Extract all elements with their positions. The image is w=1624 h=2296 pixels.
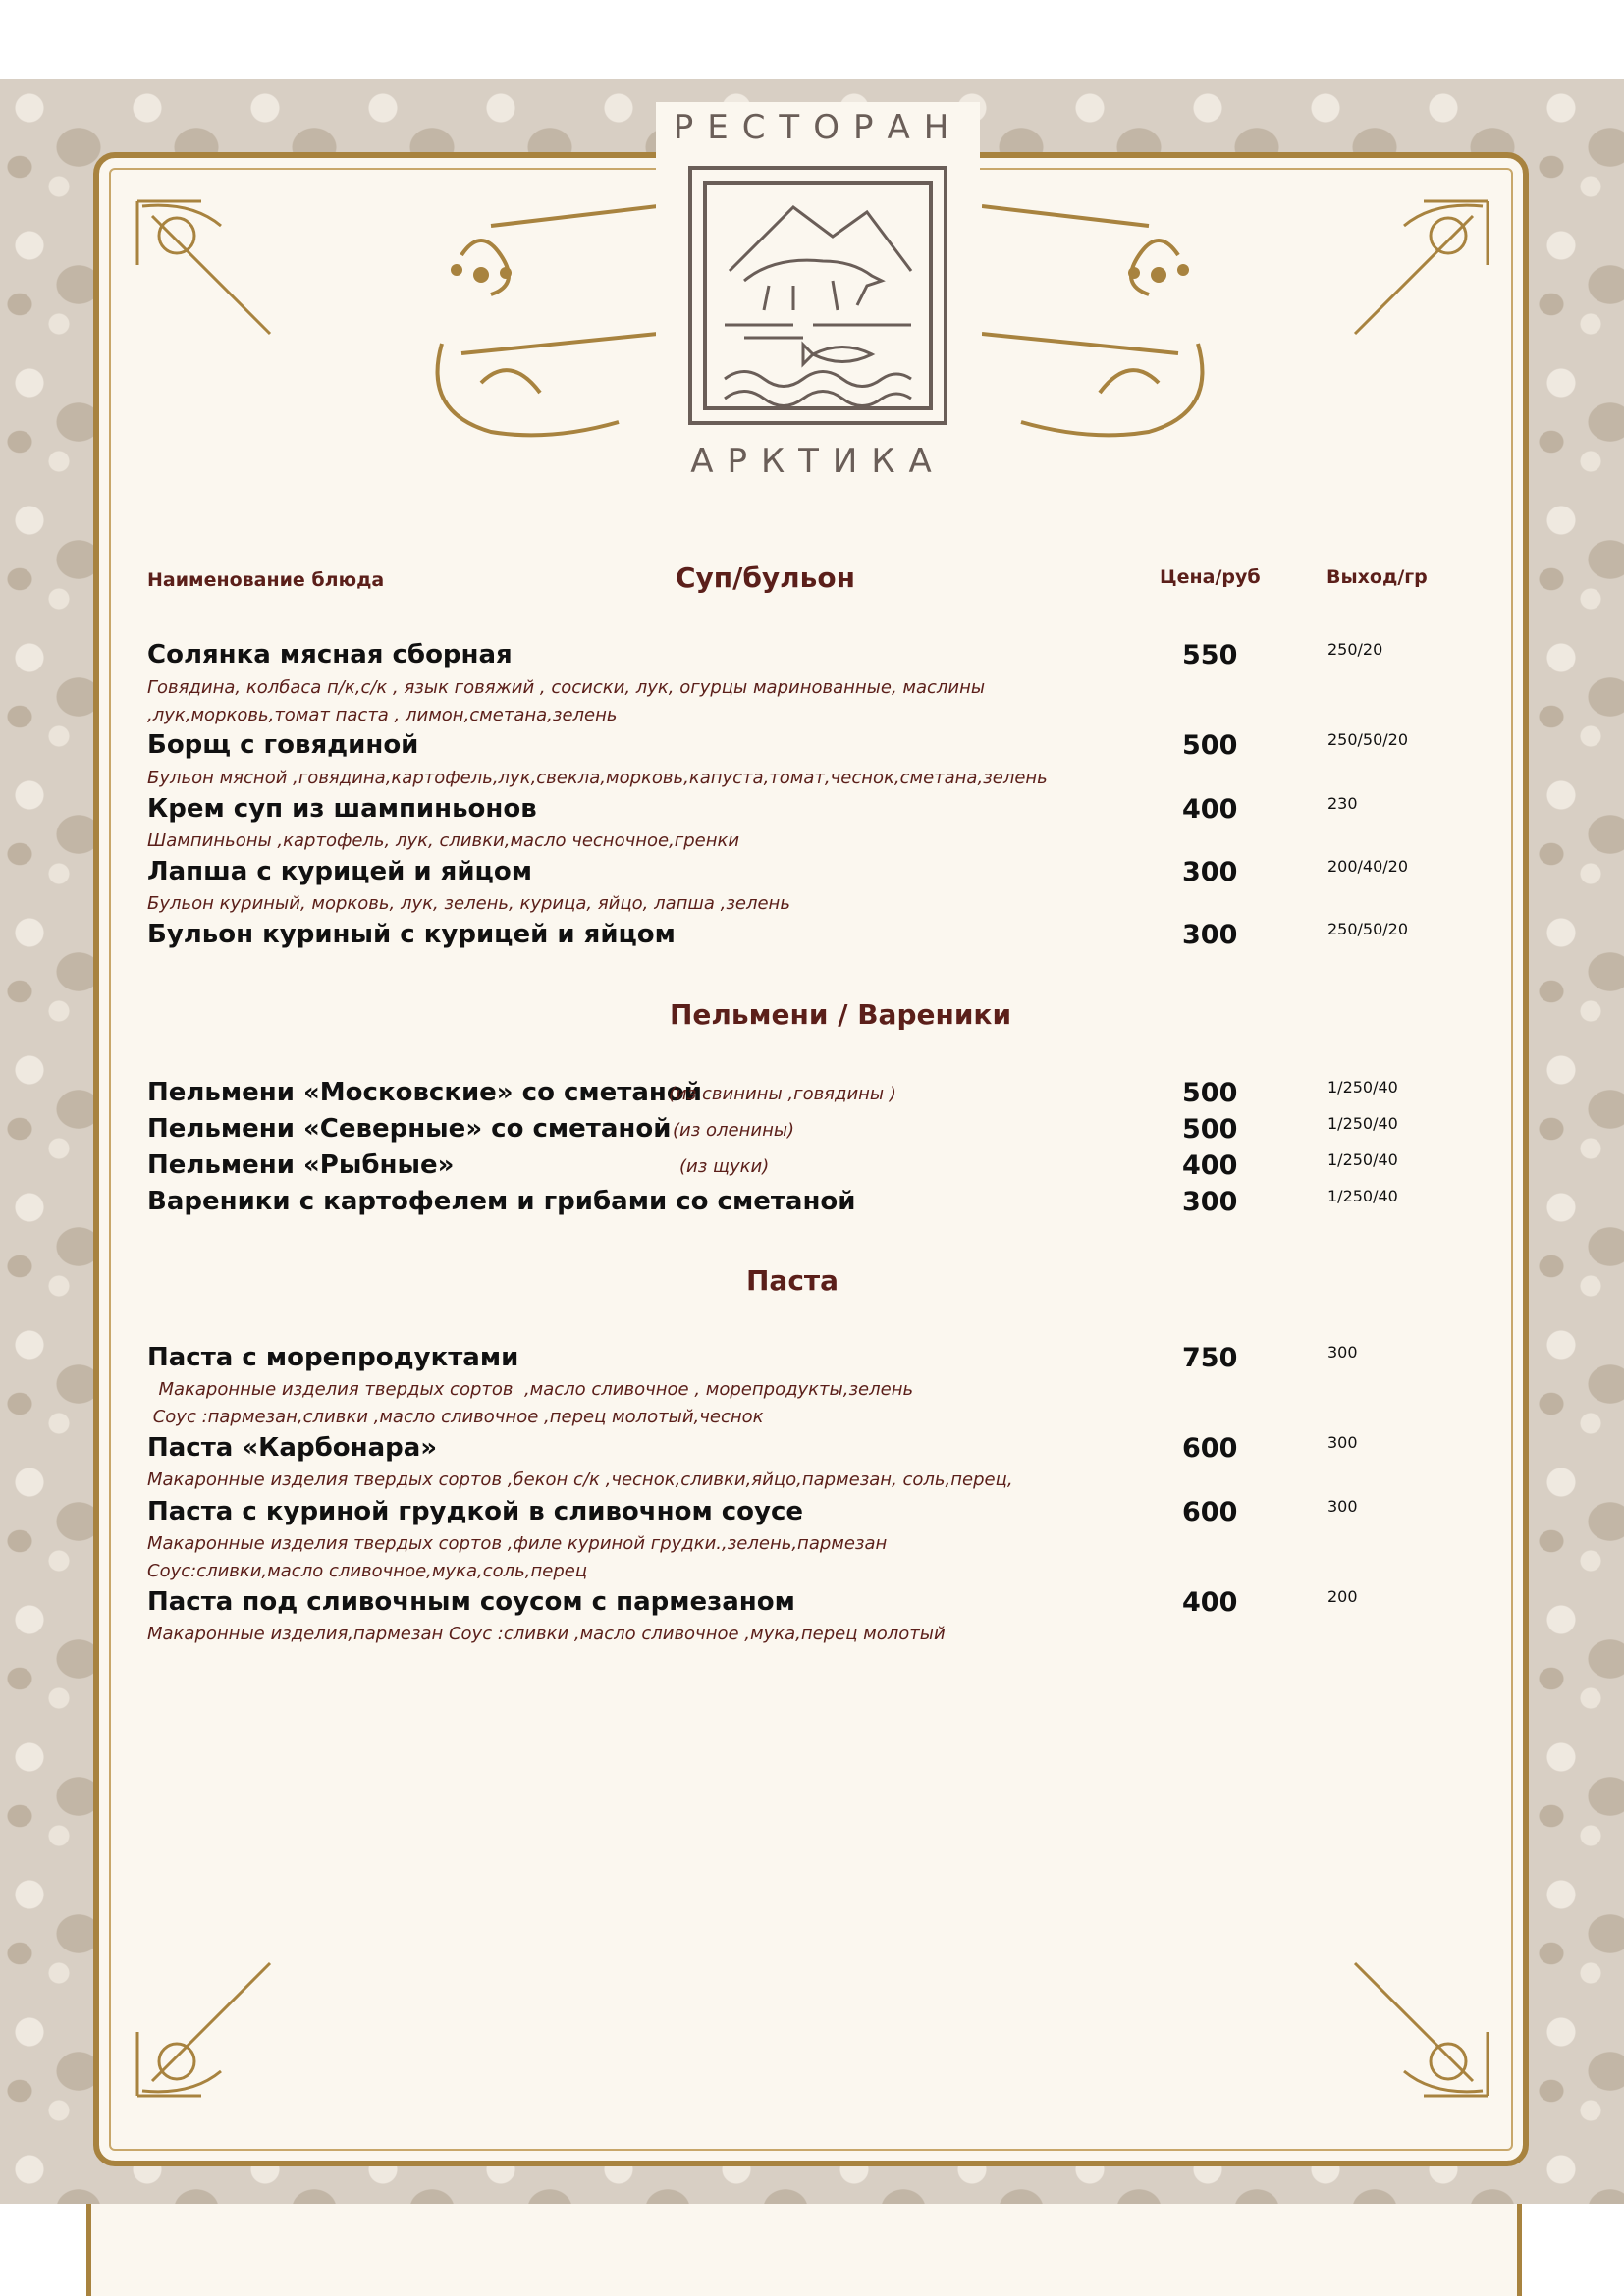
menu-item-description: Шампиньоны ,картофель, лук, сливки,масло чесночное,гренки [147,830,740,851]
menu-item-price: 750 [1182,1343,1238,1373]
menu-item-name: Паста с куриной грудкой в сливочном соусе [147,1497,804,1526]
menu-item-price: 300 [1182,857,1238,887]
menu-item-price: 550 [1182,640,1238,670]
column-header-weight: Выход/гр [1326,566,1428,588]
menu-item-weight: 1/250/40 [1327,1114,1398,1133]
left-flourish-icon [422,196,658,452]
menu-item-description: Соус:сливки,масло сливочное,мука,соль,перец [147,1561,588,1581]
menu-item-name: Паста с морепродуктами [147,1343,519,1372]
menu-item-price: 600 [1182,1433,1238,1464]
corner-ornament-icon [133,196,280,344]
menu-item-description: Макаронные изделия твердых сортов ,масло сливочное , морепродукты,зелень [147,1379,914,1400]
menu-item-description: Макаронные изделия,пармезан Соус :сливки ,масло сливочное ,мука,перец молотый [147,1624,946,1644]
menu-item-note: (из оленины) [673,1120,795,1141]
menu-item-price: 500 [1182,730,1238,761]
menu-item-name: Борщ с говядиной [147,730,419,760]
menu-item-weight: 1/250/40 [1327,1150,1398,1169]
menu-item-name: Паста под сливочным соусом с пармезаном [147,1587,795,1617]
menu-item-weight: 250/50/20 [1327,920,1409,938]
menu-item-price: 300 [1182,920,1238,950]
menu-item-price: 400 [1182,794,1238,825]
menu-item-description: Макаронные изделия твердых сортов ,филе куриной грудки.,зелень,пармезан [147,1533,888,1554]
menu-item-price: 400 [1182,1150,1238,1181]
menu-item-weight: 1/250/40 [1327,1078,1398,1096]
corner-ornament-icon [1345,1953,1492,2101]
menu-item-description: Макаронные изделия твердых сортов ,бекон с/к ,чеснок,сливки,яйцо,пармезан, соль,перец, [147,1469,1013,1490]
menu-item-description: Бульон мясной ,говядина,картофель,лук,свекла,морковь,капуста,томат,чеснок,сметана,зелень [147,768,1048,788]
menu-item-price: 600 [1182,1497,1238,1527]
bear-logo-icon [685,163,950,428]
menu-item-name: Крем суп из шампиньонов [147,794,537,824]
menu-item-weight: 250/50/20 [1327,730,1409,749]
menu-item-description: Соус :пармезан,сливки ,масло сливочное ,перец молотый,чеснок [147,1407,764,1427]
menu-item-weight: 300 [1327,1433,1358,1452]
menu-item-note: (из свинины ,говядины ) [669,1084,896,1104]
menu-item-weight: 250/20 [1327,640,1383,659]
section-title-dumplings: Пельмени / Вареники [670,998,1012,1031]
menu-item-name: Вареники с картофелем и грибами со сметаной [147,1187,856,1216]
column-header-name: Наименование блюда [147,569,385,591]
menu-item-name: Паста «Карбонара» [147,1433,438,1463]
menu-item-description: Бульон куриный, морковь, лук, зелень, курица, яйцо, лапша ,зелень [147,893,790,914]
menu-item-price: 300 [1182,1187,1238,1217]
menu-item-name: Солянка мясная сборная [147,640,513,669]
menu-item-description: Говядина, колбаса п/к,с/к , язык говяжий , сосиски, лук, огурцы маринованные, маслины [147,677,986,698]
menu-item-name: Пельмени «Московские» со сметаной [147,1078,702,1107]
menu-item-weight: 230 [1327,794,1358,813]
section-title-soup: Суп/бульон [676,561,855,594]
menu-item-price: 500 [1182,1114,1238,1145]
logo-bottom-text: АРКТИКА [690,442,946,481]
menu-item-price: 500 [1182,1078,1238,1108]
menu-item-weight: 1/250/40 [1327,1187,1398,1205]
menu-item-price: 400 [1182,1587,1238,1618]
section-title-pasta: Паста [746,1264,839,1297]
menu-item-note: (из щуки) [679,1156,770,1177]
corner-ornament-icon [1345,196,1492,344]
menu-item-weight: 300 [1327,1343,1358,1362]
menu-item-weight: 200/40/20 [1327,857,1409,876]
menu-item-weight: 200 [1327,1587,1358,1606]
menu-item-weight: 300 [1327,1497,1358,1516]
menu-item-name: Пельмени «Северные» со сметаной [147,1114,672,1144]
restaurant-logo [656,102,980,485]
column-header-price: Цена/руб [1160,566,1261,588]
next-page-panel [86,2204,1522,2296]
menu-item-name: Лапша с курицей и яйцом [147,857,532,886]
menu-item-description: ,лук,морковь,томат паста , лимон,сметана,зелень [147,705,618,725]
menu-item-name: Пельмени «Рыбные» [147,1150,455,1180]
logo-top-text: РЕСТОРАН [673,108,963,147]
right-flourish-icon [982,196,1218,452]
menu-item-name: Бульон куриный с курицей и яйцом [147,920,676,949]
corner-ornament-icon [133,1953,280,2101]
